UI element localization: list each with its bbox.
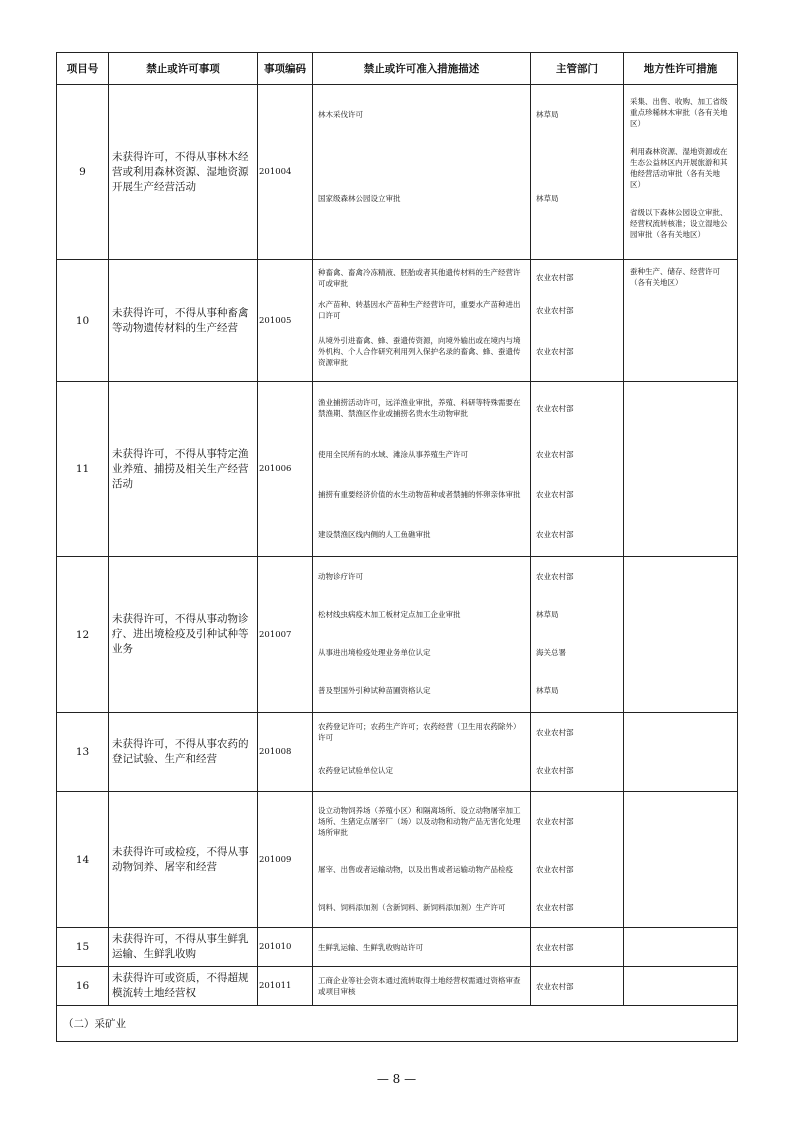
measure-text: 建设禁渔区线内侧的人工鱼礁审批 — [318, 529, 431, 539]
row-code: 201008 — [258, 713, 313, 792]
row-item: 未获得许可，不得从事农药的登记试验、生产和经营 — [109, 713, 258, 792]
measure-text: 使用全民所有的水域、滩涂从事养殖生产许可 — [318, 449, 468, 459]
header-item: 禁止或许可事项 — [109, 53, 258, 85]
dept-text: 林草局 — [536, 109, 559, 119]
table-row — [57, 557, 738, 713]
dept-text: 农业农村部 — [536, 305, 574, 315]
local-empty — [624, 928, 738, 967]
row-num: 14 — [57, 792, 109, 928]
dept-text: 农业农村部 — [536, 864, 574, 874]
local-text: 省级以下森林公园设立审批、经营权流转核准；设立湿地公园审批（各有关地区） — [630, 208, 728, 239]
row-code: 201004 — [258, 85, 313, 260]
row-item: 未获得许可，不得从事动物诊疗、进出境检疫及引种试种等业务 — [109, 557, 258, 713]
measure-text: 国家级森林公园设立审批 — [318, 193, 401, 203]
measure-text: 种畜禽、畜禽冷冻精液、胚胎或者其他遗传材料的生产经营许可或审批 — [318, 267, 521, 288]
local-text: 蚕种生产、储存、经营许可（各有关地区） — [630, 267, 720, 287]
row-num: 16 — [57, 967, 109, 1006]
local-empty — [624, 382, 738, 557]
row-num: 10 — [57, 260, 109, 382]
header-measure: 禁止或许可准入措施描述 — [313, 53, 531, 85]
measure-text: 捕捞有重要经济价值的水生动物苗种或者禁捕的怀卵亲体审批 — [318, 489, 521, 499]
measure-text: 渔业捕捞活动许可，远洋渔业审批，养殖、科研等特殊需要在禁渔期、禁渔区作业或捕捞名贵水生动物审批 — [318, 398, 521, 418]
row-num: 13 — [57, 713, 109, 792]
row-num: 12 — [57, 557, 109, 713]
measure-text: 饲料、饲料添加剂（含新饲料、新饲料添加剂）生产许可 — [318, 902, 506, 912]
row-code: 201009 — [258, 792, 313, 928]
local-text: 采集、出售、收购、加工省级重点珍稀林木审批（各有关地区） — [630, 97, 728, 128]
dept-text: 农业农村部 — [536, 403, 574, 413]
dept-text: 林草局 — [536, 609, 559, 619]
local-empty — [624, 967, 738, 1006]
dept-text: 农业农村部 — [536, 489, 574, 499]
row-item: 未获得许可，不得从事林木经营或利用森林资源、湿地资源开展生产经营活动 — [109, 85, 258, 260]
table-row — [57, 382, 738, 557]
dept-text: 农业农村部 — [536, 942, 574, 952]
local-empty — [624, 792, 738, 928]
dept-text: 农业农村部 — [536, 571, 574, 581]
row-num: 15 — [57, 928, 109, 967]
local-text: 利用森林资源、湿地资源或在生态公益林区内开展旅游和其他经营活动审批（各有关地区） — [630, 147, 728, 189]
row-code: 201011 — [258, 967, 313, 1006]
measure-text: 工商企业等社会资本通过流转取得土地经营权需通过资格审查或项目审核 — [318, 976, 521, 996]
table-row — [57, 928, 738, 967]
row-num: 11 — [57, 382, 109, 557]
row-item: 未获得许可，不得从事生鲜乳运输、生鲜乳收购 — [109, 928, 258, 967]
header-num: 项目号 — [57, 53, 109, 85]
dept-text: 农业农村部 — [536, 449, 574, 459]
header-dept: 主管部门 — [531, 53, 624, 85]
permit-table — [56, 52, 738, 1042]
table-row — [57, 713, 738, 792]
dept-text: 海关总署 — [536, 647, 566, 657]
table-row — [57, 260, 738, 382]
header-local: 地方性许可措施 — [624, 53, 738, 85]
measure-text: 农药登记试验单位认定 — [318, 765, 393, 775]
table-row — [57, 85, 738, 260]
page-number: — 8 — — [376, 1072, 417, 1086]
measure-text: 动物诊疗许可 — [318, 571, 363, 581]
dept-text: 农业农村部 — [536, 981, 574, 991]
local-empty — [624, 713, 738, 792]
measure-text: 从事进出境检疫处理业务单位认定 — [318, 647, 431, 657]
dept-text: 农业农村部 — [536, 346, 574, 356]
measure-text: 林木采伐许可 — [318, 109, 363, 119]
measure-text: 屠宰、出售或者运输动物，以及出售或者运输动物产品检疫 — [318, 864, 513, 874]
dept-text: 农业农村部 — [536, 529, 574, 539]
measure-text: 设立动物饲养场（养殖小区）和隔离场所、设立动物屠宰加工场所、生猪定点屠宰厂（场）以及动物和动物产品无害化处理场所审批 — [318, 805, 521, 837]
section-title: （二）采矿业 — [57, 1006, 738, 1042]
local-empty — [624, 557, 738, 713]
section-row — [57, 1006, 738, 1042]
row-item: 未获得许可，不得从事特定渔业养殖、捕捞及相关生产经营活动 — [109, 382, 258, 557]
measure-text: 水产苗种、转基因水产苗种生产经营许可，重要水产苗种进出口许可 — [318, 300, 521, 320]
row-code: 201006 — [258, 382, 313, 557]
dept-text: 农业农村部 — [536, 727, 574, 737]
row-item: 未获得许可或检疫，不得从事动物饲养、屠宰和经营 — [109, 792, 258, 928]
row-code: 201007 — [258, 557, 313, 713]
header-code: 事项编码 — [258, 53, 313, 85]
measure-text: 普及型国外引种试种苗圃资格认定 — [318, 685, 431, 695]
dept-text: 农业农村部 — [536, 902, 574, 912]
measure-text: 农药登记许可；农药生产许可；农药经营（卫生用农药除外）许可 — [318, 722, 521, 742]
measure-text: 生鲜乳运输、生鲜乳收购站许可 — [318, 942, 423, 952]
table-row — [57, 792, 738, 928]
dept-text: 农业农村部 — [536, 816, 574, 826]
row-code: 201010 — [258, 928, 313, 967]
dept-text: 林草局 — [536, 685, 559, 695]
row-item: 未获得许可，不得从事种畜禽等动物遗传材料的生产经营 — [109, 260, 258, 382]
measure-text: 松材线虫病疫木加工板材定点加工企业审批 — [318, 609, 461, 619]
row-code: 201005 — [258, 260, 313, 382]
table-row — [57, 967, 738, 1006]
dept-text: 农业农村部 — [536, 765, 574, 775]
dept-text: 农业农村部 — [536, 273, 574, 282]
measure-text: 从境外引进畜禽、蜂、蚕遗传资源，向境外输出或在境内与境外机构、个人合作研究利用列入保护名录的畜禽、蜂、蚕遗传资源审批 — [318, 335, 521, 367]
table-header-row — [57, 53, 738, 85]
dept-text: 林草局 — [536, 193, 559, 203]
row-num: 9 — [57, 85, 109, 260]
row-item: 未获得许可或资质，不得超规模流转土地经营权 — [109, 967, 258, 1006]
